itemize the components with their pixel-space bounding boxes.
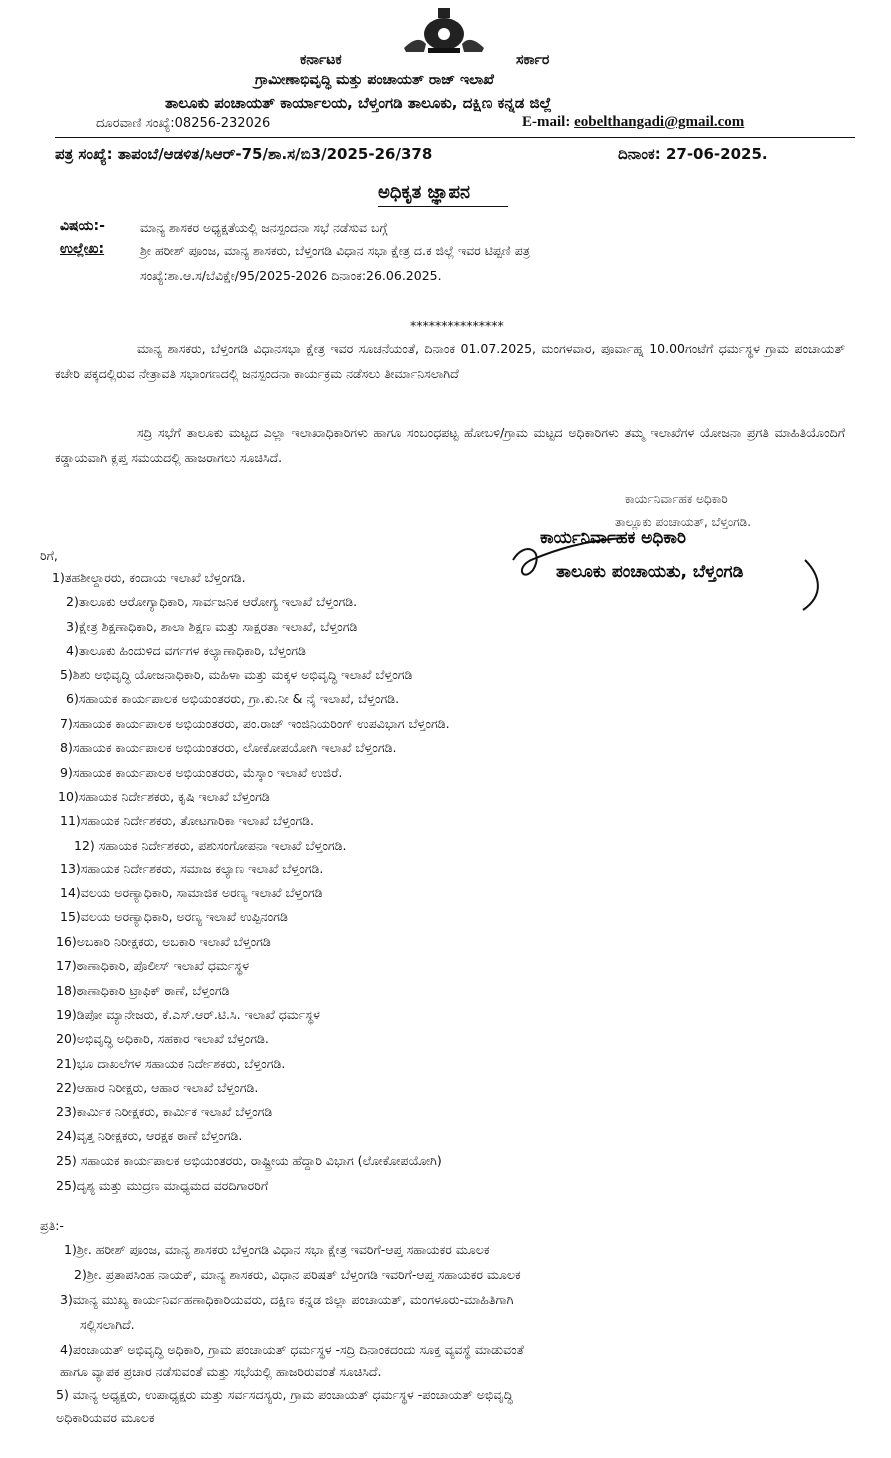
to-label: ರಿಗೆ, bbox=[40, 548, 58, 563]
recipient-item: 21)ಭೂ ದಾಖಲೆಗಳ ಸಹಾಯಕ ನಿರ್ದೇಶಕರು, ಬೆಳ್ತಂಗಡಿ. bbox=[56, 1056, 286, 1071]
copy-item: 4)ಪಂಚಾಯತ್ ಅಭಿವೃದ್ಧಿ ಅಧಿಕಾರಿ, ಗ್ರಾಮ ಪಂಚಾಯತ್ ಧರ್ಮಸ್ಥಳ -ಸದ್ರಿ ದಿನಾಂಕದಂದು ಸೂಕ್ತ ವ್ಯವಸ್ಥೆ ಮಾಡುವಂತೆ bbox=[60, 1342, 524, 1357]
copy-item: 3)ಮಾನ್ಯ ಮುಖ್ಯ ಕಾರ್ಯನಿರ್ವಹಣಾಧಿಕಾರಿಯವರು, ದಕ್ಷಿಣ ಕನ್ನಡ ಜಿಲ್ಲಾ ಪಂಚಾಯತ್, ಮಂಗಳೂರು-ಮಾಹಿತಿಗಾಗಿ bbox=[60, 1292, 514, 1307]
memo-title: ಅಧಿಕೃತ ಜ್ಞಾಪನ bbox=[378, 182, 471, 203]
recipient-item: 15)ವಲಯ ಅರಣ್ಯಾಧಿಕಾರಿ, ಅರಣ್ಯ ಇಲಾಖೆ ಉಪ್ಪಿನಂಗಡಿ bbox=[60, 909, 288, 924]
department-name: ಗ್ರಾಮೀಣಾಭಿವೃದ್ಧಿ ಮತ್ತು ಪಂಚಾಯತ್ ರಾಜ್ ಇಲಾಖೆ bbox=[255, 72, 494, 88]
karnataka-emblem-icon bbox=[398, 4, 490, 54]
signature-printed-office: ತಾಲ್ಲೂಕು ಪಂಚಾಯತ್, ಬೆಳ್ತಂಗಡಿ. bbox=[615, 515, 752, 529]
recipient-item: 11)ಸಹಾಯಕ ನಿರ್ದೇಶಕರು, ತೋಟಗಾರಿಕಾ ಇಲಾಖೆ ಬೆಳ್ತಂಗಡಿ. bbox=[60, 813, 314, 828]
recipient-item: 4)ತಾಲೂಕು ಹಿಂದುಳಿದ ವರ್ಗಗಳ ಕಲ್ಯಾಣಾಧಿಕಾರಿ, ಬೆಳ್ತಂಗಡಿ bbox=[66, 643, 306, 658]
recipient-item: 8)ಸಹಾಯಕ ಕಾರ್ಯಪಾಲಕ ಅಭಿಯಂತರರು, ಲೋಕೋಪಯೋಗಿ ಇಲಾಖೆ ಬೆಳ್ತಂಗಡಿ. bbox=[60, 740, 397, 755]
recipient-item: 3)ಕ್ಷೇತ್ರ ಶಿಕ್ಷಣಾಧಿಕಾರಿ, ಶಾಲಾ ಶಿಕ್ಷಣ ಮತ್ತು ಸಾಕ್ಷರತಾ ಇಲಾಖೆ, ಬೆಳ್ತಂಗಡಿ bbox=[66, 619, 358, 634]
stamp-title: ಕಾರ್ಯನಿರ್ವಾಹಕ ಅಧಿಕಾರಿ bbox=[540, 528, 686, 548]
body-paragraph-2: ಸದ್ರಿ ಸಭೆಗೆ ತಾಲೂಕು ಮಟ್ಟದ ಎಲ್ಲಾ ಇಲಾಖಾಧಿಕಾರಿಗಳು ಹಾಗೂ ಸಂಬಂಧಪಟ್ಟ ಹೋಬಳಿ/ಗ್ರಾಮ ಮಟ್ಟದ ಅಧಿಕಾರಿಗಳು ತಮ್ಮ ಇಲಾಖೆಗಳ ಯೋಜನಾ ಪ್ರಗತಿ ಮಾಹಿತಿಯೊಂದಿಗೆ ಕಡ್ಡಾಯವಾಗಿ ಕ್ಲಪ್ತ ಸಮಯದಲ್ಲಿ ಹಾಜರಾಗಲು ಸೂಚಿಸಿದೆ. bbox=[55, 425, 845, 465]
recipient-item: 12) ಸಹಾಯಕ ನಿರ್ದೇಶಕರು, ಪಶುಸಂಗೋಪನಾ ಇಲಾಖೆ ಬೆಳ್ತಂಗಡಿ. bbox=[74, 838, 347, 853]
copy-item: ಹಾಗೂ ವ್ಯಾಪಕ ಪ್ರಚಾರ ನಡೆಸುವಂತೆ ಮತ್ತು ಸಭೆಯಲ್ಲಿ ಹಾಜರಿರುವಂತೆ ಸೂಚಿಸಿದೆ. bbox=[60, 1364, 382, 1379]
recipient-item: 16)ಅಬಕಾರಿ ನಿರೀಕ್ಷಕರು, ಅಬಕಾರಿ ಇಲಾಖೆ ಬೆಳ್ತಂಗಡಿ bbox=[56, 934, 271, 949]
recipient-item: 13)ಸಹಾಯಕ ನಿರ್ದೇಶಕರು, ಸಮಾಜ ಕಲ್ಯಾಣ ಇಲಾಖೆ ಬೆಳ್ತಂಗಡಿ. bbox=[60, 861, 324, 876]
header-right-title: ಸರ್ಕಾರ bbox=[516, 52, 550, 68]
email-label: E-mail: bbox=[522, 114, 571, 130]
recipient-item: 14)ವಲಯ ಅರಣ್ಯಾಧಿಕಾರಿ, ಸಾಮಾಜಿಕ ಅರಣ್ಯ ಇಲಾಖೆ ಬೆಳ್ತಂಗಡಿ bbox=[60, 885, 323, 900]
email-address[interactable]: eobelthangadi@gmail.com bbox=[574, 114, 745, 130]
letter-number: ಪತ್ರ ಸಂಖ್ಯೆ: ತಾಪಂಬೆ/ಆಡಳಿತ/ಸಿಆರ್-75/ಶಾ.ಸ/ಬಿ3/2025-26/378 bbox=[55, 145, 433, 163]
recipient-item: 7)ಸಹಾಯಕ ಕಾರ್ಯಪಾಲಕ ಅಭಿಯಂತರರು, ಪಂ.ರಾಜ್ ಇಂಜಿನಿಯರಿಂಗ್ ಉಪವಿಭಾಗ ಬೆಳ್ತಂಗಡಿ. bbox=[60, 716, 450, 731]
reference-label: ಉಲ್ಲೇಖ: bbox=[60, 241, 105, 257]
copy-item: ಸಲ್ಲಿಸಲಾಗಿದೆ. bbox=[80, 1317, 135, 1332]
body-paragraph-1: ಮಾನ್ಯ ಶಾಸಕರು, ಬೆಳ್ತಂಗಡಿ ವಿಧಾನಸಭಾ ಕ್ಷೇತ್ರ ಇವರ ಸೂಚನೆಯಂತೆ, ದಿನಾಂಕ 01.07.2025, ಮಂಗಳವಾರ, ಪೂರ್ವಾಹ್ನ 10.00ಗಂಟೆಗೆ ಧರ್ಮಸ್ಥಳ ಗ್ರಾಮ ಪಂಚಾಯತ್ ಕಚೇರಿ ಪಕ್ಕದಲ್ಲಿರುವ ನೇತ್ರಾವತಿ ಸಭಾಂಗಣದಲ್ಲಿ ಜನಸ್ಪಂದನಾ ಕಾರ್ಯಕ್ರಮ ನಡೆಸಲು ತೀರ್ಮಾನಿಸಲಾಗಿದೆ bbox=[55, 341, 845, 381]
copy-item: 2)ಶ್ರೀ. ಪ್ರತಾಪಸಿಂಹ ನಾಯಕ್, ಮಾನ್ಯ ಶಾಸಕರು, ವಿಧಾನ ಪರಿಷತ್ ಬೆಳ್ತಂಗಡಿ ಇವರಿಗೆ-ಆಪ್ತ ಸಹಾಯಕರ ಮೂಲಕ bbox=[74, 1267, 521, 1282]
email-line bbox=[522, 114, 744, 131]
recipient-item: 23)ಕಾರ್ಮಿಕ ನಿರೀಕ್ಷಕರು, ಕಾರ್ಮಿಕ ಇಲಾಖೆ ಬೆಳ್ತಂಗಡಿ bbox=[56, 1104, 273, 1119]
signature-printed-title: ಕಾರ್ಯನಿರ್ವಾಹಕ ಅಧಿಕಾರಿ bbox=[625, 492, 728, 506]
reference-line-1: ಶ್ರೀ ಹರೀಶ್ ಪೂಂಜ, ಮಾನ್ಯ ಶಾಸಕರು, ಬೆಳ್ತಂಗಡಿ ವಿಧಾನ ಸಭಾ ಕ್ಷೇತ್ರ ದ.ಕ ಜಿಲ್ಲೆ ಇವರ ಟಿಪ್ಪಣಿ ಪತ್ರ bbox=[140, 243, 530, 258]
letter-date: ದಿನಾಂಕ: 27-06-2025. bbox=[618, 145, 768, 163]
recipient-item: 25)ದೃಶ್ಯ ಮತ್ತು ಮುದ್ರಣ ಮಾಧ್ಯಮದ ವರದಿಗಾರರಿಗೆ bbox=[56, 1178, 269, 1193]
recipient-item: 22)ಆಹಾರ ನಿರೀಕ್ಷರು, ಆಹಾರ ಇಲಾಖೆ ಬೆಳ್ತಂಗಡಿ. bbox=[56, 1080, 259, 1095]
recipient-item: 17)ಠಾಣಾಧಿಕಾರಿ, ಪೊಲೀಸ್ ಇಲಾಖೆ ಧರ್ಮಸ್ಥಳ bbox=[56, 958, 250, 973]
copy-item: 1)ಶ್ರೀ. ಹರೀಶ್ ಪೂಂಜ, ಮಾನ್ಯ ಶಾಸಕರು ಬೆಳ್ತಂಗಡಿ ವಿಧಾನ ಸಭಾ ಕ್ಷೇತ್ರ ಇವರಿಗೆ-ಆಪ್ತ ಸಹಾಯಕರ ಮೂಲಕ bbox=[64, 1242, 490, 1257]
header-left-title: ಕರ್ನಾಟಕ bbox=[300, 52, 342, 68]
recipient-item: 6)ಸಹಾಯಕ ಕಾರ್ಯಪಾಲಕ ಅಭಿಯಂತರರು, ಗ್ರಾ.ಕು.ನೀ & ನೈ ಇಲಾಖೆ, ಬೆಳ್ತಂಗಡಿ. bbox=[66, 691, 400, 706]
recipient-item: 20)ಅಭಿವೃದ್ಧಿ ಅಧಿಕಾರಿ, ಸಹಕಾರ ಇಲಾಖೆ ಬೆಳ್ತಂಗಡಿ. bbox=[56, 1031, 269, 1046]
recipient-item: 5)ಶಿಶು ಅಭಿವೃದ್ಧಿ ಯೋಜನಾಧಿಕಾರಿ, ಮಹಿಳಾ ಮತ್ತು ಮಕ್ಕಳ ಅಭಿವೃದ್ಧಿ ಇಲಾಖೆ ಬೆಳ್ತಂಗಡಿ bbox=[60, 667, 413, 682]
recipient-item: 1)ತಹಶೀಲ್ದಾರರು, ಕಂದಾಯ ಇಲಾಖೆ ಬೆಳ್ತಂಗಡಿ. bbox=[52, 570, 246, 585]
copy-item: ಅಧಿಕಾರಿಯವರ ಮೂಲಕ bbox=[56, 1410, 155, 1425]
recipient-item: 9)ಸಹಾಯಕ ಕಾರ್ಯಪಾಲಕ ಅಭಿಯಂತರರು, ಮೆಸ್ಕಾಂ ಇಲಾಖೆ ಉಜಿರೆ. bbox=[60, 765, 343, 780]
copy-item: 5) ಮಾನ್ಯ ಅಧ್ಯಕ್ಷರು, ಉಪಾಧ್ಯಕ್ಷರು ಮತ್ತು ಸರ್ವಸದಸ್ಯರು, ಗ್ರಾಮ ಪಂಚಾಯತ್ ಧರ್ಮಸ್ಥಳ -ಪಂಚಾಯತ್ ಅಭಿವೃದ್ಧಿ bbox=[56, 1387, 513, 1402]
recipient-item: 18)ಠಾಣಾಧಿಕಾರಿ ಟ್ರಾಫಿಕ್ ಠಾಣೆ, ಬೆಳ್ತಂಗಡಿ bbox=[56, 983, 230, 998]
recipient-item: 25) ಸಹಾಯಕ ಕಾರ್ಯಪಾಲಕ ಅಭಿಯಂತರರು, ರಾಷ್ಟ್ರೀಯ ಹೆದ್ದಾರಿ ವಿಭಾಗ (ಲೋಕೋಪಯೋಗಿ) bbox=[56, 1153, 442, 1168]
office-name: ತಾಲೂಕು ಪಂಚಾಯತ್ ಕಾರ್ಯಾಲಯ, ಬೆಳ್ತಂಗಡಿ ತಾಲೂಕು, ದಕ್ಷಿಣ ಕನ್ನಡ ಜಿಲ್ಲೆ bbox=[165, 94, 552, 112]
recipient-item: 19)ಡಿಪೋ ಮ್ಯಾನೇಜರು, ಕೆ.ಎಸ್.ಆರ್.ಟಿ.ಸಿ. ಇಲಾಖೆ ಧರ್ಮಸ್ಥಳ bbox=[56, 1007, 320, 1022]
subject-text: ಮಾನ್ಯ ಶಾಸಕರ ಅಧ್ಯಕ್ಷತೆಯಲ್ಲಿ ಜನಸ್ಪಂದನಾ ಸಭೆ ನಡೆಸುವ ಬಗ್ಗೆ bbox=[140, 220, 388, 235]
separator-stars: *************** bbox=[410, 318, 504, 333]
recipient-item: 2)ತಾಲೂಕು ಆರೋಗ್ಯಾಧಿಕಾರಿ, ಸಾರ್ವಜನಿಕ ಆರೋಗ್ಯ ಇಲಾಖೆ ಬೆಳ್ತಂಗಡಿ. bbox=[66, 594, 358, 609]
reference-line-2: ಸಂಖ್ಯೆ:ಶಾ.ಆ.ಸ/ಬೆವಿಕ್ಷೇ/95/2025-2026 ದಿನಾಂಕ:26.06.2025. bbox=[140, 268, 442, 283]
recipient-item: 24)ವೃತ್ತ ನಿರೀಕ್ಷಕರು, ಆರಕ್ಷಕ ಠಾಣೆ ಬೆಳ್ತಂಗಡಿ. bbox=[56, 1128, 243, 1143]
memo-title-underline bbox=[378, 206, 508, 207]
phone-number: ದೂರವಾಣಿ ಸಂಖ್ಯೆ:08256-232026 bbox=[96, 116, 271, 131]
header-divider bbox=[55, 137, 855, 138]
copy-label: ಪ್ರತಿ:- bbox=[40, 1218, 64, 1233]
stamp-office: ತಾಲೂಕು ಪಂಚಾಯತು, ಬೆಳ್ತಂಗಡಿ bbox=[556, 562, 744, 582]
subject-label: ವಿಷಯ:- bbox=[60, 218, 105, 234]
recipient-item: 10)ಸಹಾಯಕ ನಿರ್ದೇಶಕರು, ಕೃಷಿ ಇಲಾಖೆ ಬೆಳ್ತಂಗಡಿ bbox=[58, 789, 270, 804]
